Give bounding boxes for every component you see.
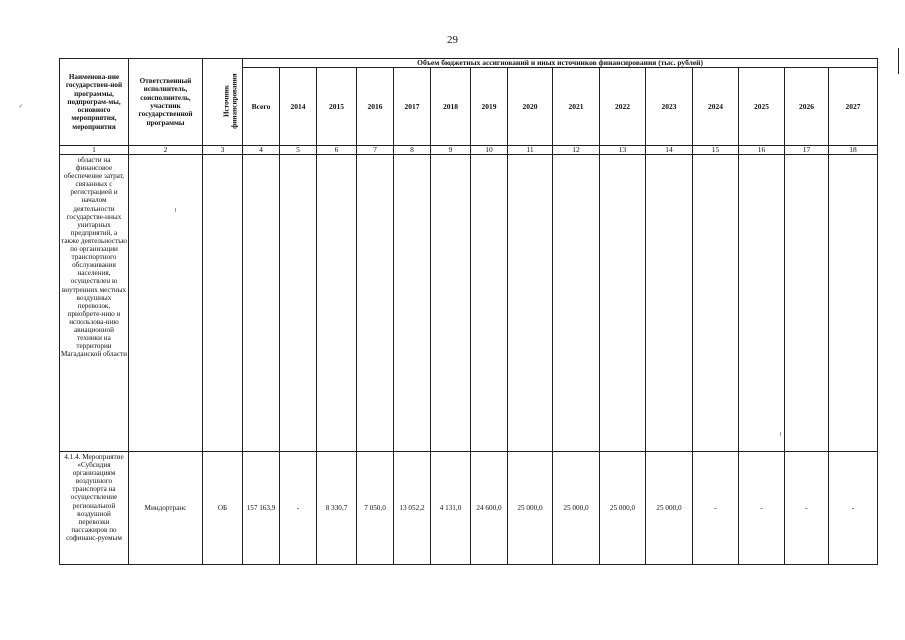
value-cell (739, 155, 785, 452)
year-header: 2019 (471, 68, 508, 146)
column-number: 13 (600, 146, 646, 155)
value-cell: 13 052,2 (394, 452, 431, 565)
column-number: 11 (508, 146, 553, 155)
value-cell (317, 155, 357, 452)
value-cell (829, 155, 878, 452)
year-header: 2023 (646, 68, 693, 146)
total-column-header: Всего (243, 68, 280, 146)
column-number: 5 (280, 146, 317, 155)
value-cell: - (785, 452, 829, 565)
column-number: 6 (317, 146, 357, 155)
year-header: 2017 (394, 68, 431, 146)
budget-table (59, 58, 878, 565)
value-cell: - (693, 452, 739, 565)
column-number: 2 (129, 146, 203, 155)
column-number: 7 (357, 146, 394, 155)
value-cell (357, 155, 394, 452)
value-cell: 24 600,0 (471, 452, 508, 565)
table-row-continuation (60, 155, 878, 452)
column-number: 17 (785, 146, 829, 155)
value-cell: - (739, 452, 785, 565)
margin-rule (898, 48, 899, 74)
column-number: 1 (60, 146, 129, 155)
column-number: 10 (471, 146, 508, 155)
value-cell (600, 155, 646, 452)
column-number: 15 (693, 146, 739, 155)
column-number: 4 (243, 146, 280, 155)
executor-column-header: Ответственный исполнитель, соисполнитель, участник государственной программы (129, 59, 203, 146)
executor-cell: Миндортранс (129, 452, 203, 565)
value-cell: 4 131,0 (431, 452, 471, 565)
row-name-cell: 4.1.4. Мероприятие «Субсидия организациям воздушного транспорта на осуществление региональной воздушной перевозки пассажиров по софинанс-руемым (60, 452, 129, 565)
year-header: 2016 (357, 68, 394, 146)
value-cell: - (829, 452, 878, 565)
value-cell: 25 000,0 (553, 452, 600, 565)
name-column-header: Наименова-ние государствен-ной программы, подпрограм-мы, основного мероприятия, мероприятия (60, 59, 129, 146)
value-cell: 25 000,0 (646, 452, 693, 565)
year-header: 2014 (280, 68, 317, 146)
value-cell (785, 155, 829, 452)
column-number: 8 (394, 146, 431, 155)
value-cell: - (280, 452, 317, 565)
year-header: 2021 (553, 68, 600, 146)
value-cell: 25 000,0 (508, 452, 553, 565)
value-cell: 25 000,0 (600, 452, 646, 565)
value-cell (431, 155, 471, 452)
column-number: 18 (829, 146, 878, 155)
source-column-header (203, 59, 243, 146)
value-cell (280, 155, 317, 452)
value-cell (693, 155, 739, 452)
column-number: 9 (431, 146, 471, 155)
year-header: 2026 (785, 68, 829, 146)
column-number: 14 (646, 146, 693, 155)
column-number: 3 (203, 146, 243, 155)
year-header: 2025 (739, 68, 785, 146)
header-row-1 (60, 59, 878, 68)
year-header: 2020 (508, 68, 553, 146)
year-header: 2018 (431, 68, 471, 146)
value-cell: 7 050,0 (357, 452, 394, 565)
value-cell (646, 155, 693, 452)
year-header: 2015 (317, 68, 357, 146)
year-header: 2027 (829, 68, 878, 146)
row-name-cell: области на финансовое обеспечение затрат, связанных с регистрацией и началом деятельности государстве-нных унитарных предприятий, а также деятельностью по организации транспортного обслуживания населения, осуществлен ю внутренних местных воздушных перевозок, приобрете-нию и использова-нию авиационной техники на территории Магаданской области (60, 155, 129, 452)
value-cell: 8 330,7 (317, 452, 357, 565)
table-row-measure (60, 452, 878, 565)
source-cell: ОБ (203, 452, 243, 565)
source-header-text: Источник финансирования (222, 72, 239, 129)
scan-speck (19, 104, 22, 108)
total-cell: 157 163,9 (243, 452, 280, 565)
source-cell (203, 155, 243, 452)
value-cell (553, 155, 600, 452)
value-cell (508, 155, 553, 452)
value-cell (394, 155, 431, 452)
funding-span-header: Объем бюджетных ассигнований и иных источников финансирования (тыс. рублей) (243, 59, 878, 68)
column-number-row (60, 146, 878, 155)
column-number: 16 (739, 146, 785, 155)
executor-cell (129, 155, 203, 452)
value-cell (471, 155, 508, 452)
column-number: 12 (553, 146, 600, 155)
year-header: 2024 (693, 68, 739, 146)
total-cell (243, 155, 280, 452)
page-number: 29 (447, 34, 458, 46)
year-header: 2022 (600, 68, 646, 146)
